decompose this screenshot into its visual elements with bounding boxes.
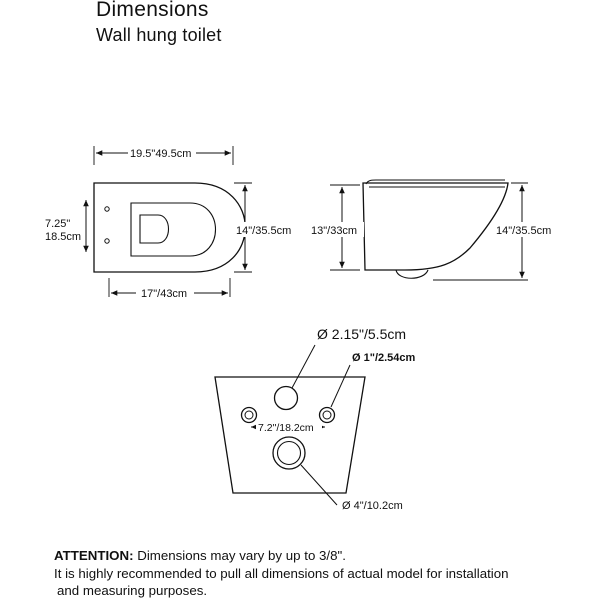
back-view-outline (215, 377, 365, 493)
leader-inlet (301, 465, 337, 505)
top-view-bowl (140, 215, 169, 243)
right-bolt-hole-outer (320, 408, 335, 423)
label-bolt-hole-spacing: 7.2"/18.2cm (258, 422, 314, 434)
label-bolt-spacing-cm: 18.5cm (45, 231, 82, 243)
label-bolt-hole-dia: Ø 1"/2.54cm (352, 352, 416, 364)
top-view (86, 146, 252, 297)
inlet-hole-inner (278, 442, 301, 465)
top-view-bolt-hole (105, 239, 109, 243)
side-view-labels (308, 222, 556, 237)
drain-outlet-hole (275, 387, 298, 410)
label-bowl-depth: 17"/43cm (141, 288, 188, 300)
attention-label: ATTENTION: (54, 548, 134, 563)
top-view-labels (43, 145, 294, 300)
attention-note (54, 548, 346, 564)
side-view-foot (396, 270, 428, 278)
label-drain-outlet-dia: Ø 2.15"/5.5cm (317, 326, 407, 342)
label-height: 14"/35.5cm (496, 225, 552, 237)
back-view-labels (256, 326, 416, 512)
top-view-bolt-hole (105, 207, 109, 211)
side-view-outline (363, 183, 508, 270)
page-subtitle: Wall hung toilet (96, 25, 222, 45)
leader-drain-outlet (292, 345, 315, 388)
top-view-seat-opening (131, 203, 216, 256)
left-bolt-hole-outer (242, 408, 257, 423)
right-bolt-hole-inner (323, 411, 331, 419)
label-overall-length: 19.5"49.5cm (130, 148, 192, 160)
label-inlet-dia: Ø 4"/10.2cm (342, 500, 403, 512)
label-wall-height: 13"/33cm (311, 225, 358, 237)
attention-line-3: and measuring purposes. (57, 583, 208, 598)
attention-line-2: It is highly recommended to pull all dimensions of actual model for installation (54, 566, 509, 581)
attention-line-1: Dimensions may vary by up to 3/8". (137, 548, 346, 563)
left-bolt-hole-inner (245, 411, 253, 419)
leader-bolt-hole (331, 365, 350, 407)
label-width: 14"/35.5cm (236, 225, 292, 237)
top-view-outline (94, 183, 245, 272)
page-title: Dimensions (96, 0, 209, 21)
label-bolt-spacing-in: 7.25" (45, 218, 71, 230)
